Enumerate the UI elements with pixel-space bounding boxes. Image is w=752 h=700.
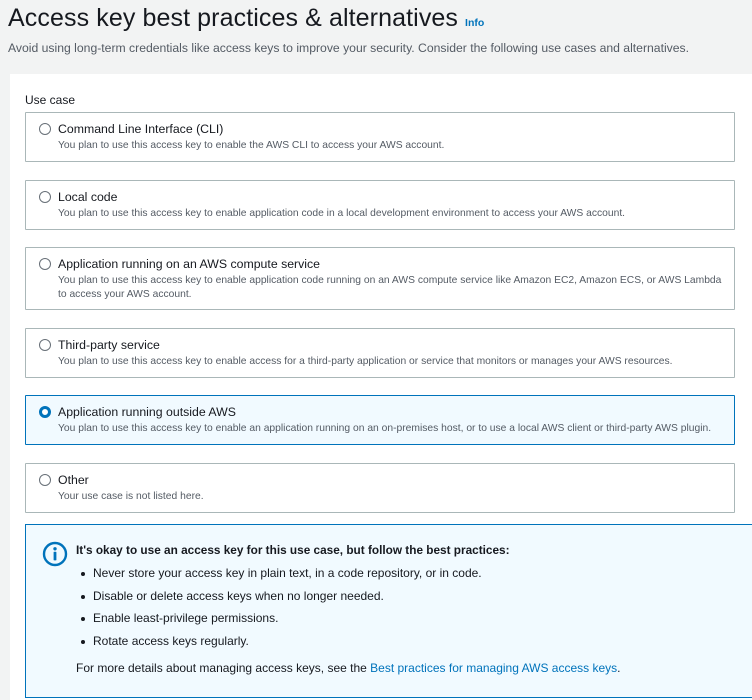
page-subtitle: Avoid using long-term credentials like access keys to improve your security. Consider the following use cases and alternatives. [8,41,690,55]
radio-button-selected[interactable] [39,406,51,418]
option-other[interactable] [25,463,735,513]
option-description: You plan to use this access key to enable application code in a local development environment to access your AWS account. [58,208,626,219]
alert-footer [76,661,621,675]
page-header [8,4,752,55]
option-description: You plan to use this access key to enable an application running on an on-premises host, or to use a local AWS client or third-party AWS plugin. [58,423,712,434]
option-cli[interactable] [25,112,735,162]
radio-button[interactable] [39,474,51,486]
list-item: Disable or delete access keys when no longer needed. [76,589,482,612]
radio-button[interactable] [39,123,51,135]
use-case-label: Use case [25,93,76,107]
list-item: Enable least-privilege permissions. [76,611,482,634]
best-practices-list [76,566,482,657]
option-title: Application running on an AWS compute service [58,257,321,271]
footer-text: For more details about managing access keys, see the [76,661,371,675]
use-case-panel [10,74,752,700]
option-outside-aws[interactable] [25,395,735,445]
best-practices-link[interactable]: Best practices for managing AWS access keys [370,661,618,675]
alert-title: It's okay to use an access key for this use case, but follow the best practices: [76,543,510,557]
option-description: Your use case is not listed here. [58,491,204,502]
list-item: Rotate access keys regularly. [76,634,482,657]
page-title: Access key best practices & alternatives [8,4,459,32]
list-item: Never store your access key in plain text, in a code repository, or in code. [76,566,482,589]
radio-button[interactable] [39,191,51,203]
info-link[interactable]: Info [465,17,485,29]
radio-button[interactable] [39,258,51,270]
option-aws-compute[interactable] [25,247,735,310]
option-title: Application running outside AWS [58,405,236,419]
option-title: Local code [58,190,118,204]
radio-button[interactable] [39,339,51,351]
option-local-code[interactable] [25,180,735,230]
info-icon [42,541,68,567]
option-description: You plan to use this access key to enable access for a third-party application or service that monitors or manages your AWS resources. [58,356,673,367]
option-third-party[interactable] [25,328,735,378]
option-title: Command Line Interface (CLI) [58,122,224,136]
footer-end: . [617,661,621,675]
option-description: You plan to use this access key to enable application code running on an AWS compute service like Amazon EC2, Amazon ECS, or AWS Lambda to access your AWS account. [58,275,722,300]
best-practices-alert [25,524,752,698]
option-description: You plan to use this access key to enable the AWS CLI to access your AWS account. [58,140,445,151]
option-title: Other [58,473,89,487]
option-title: Third-party service [58,338,160,352]
